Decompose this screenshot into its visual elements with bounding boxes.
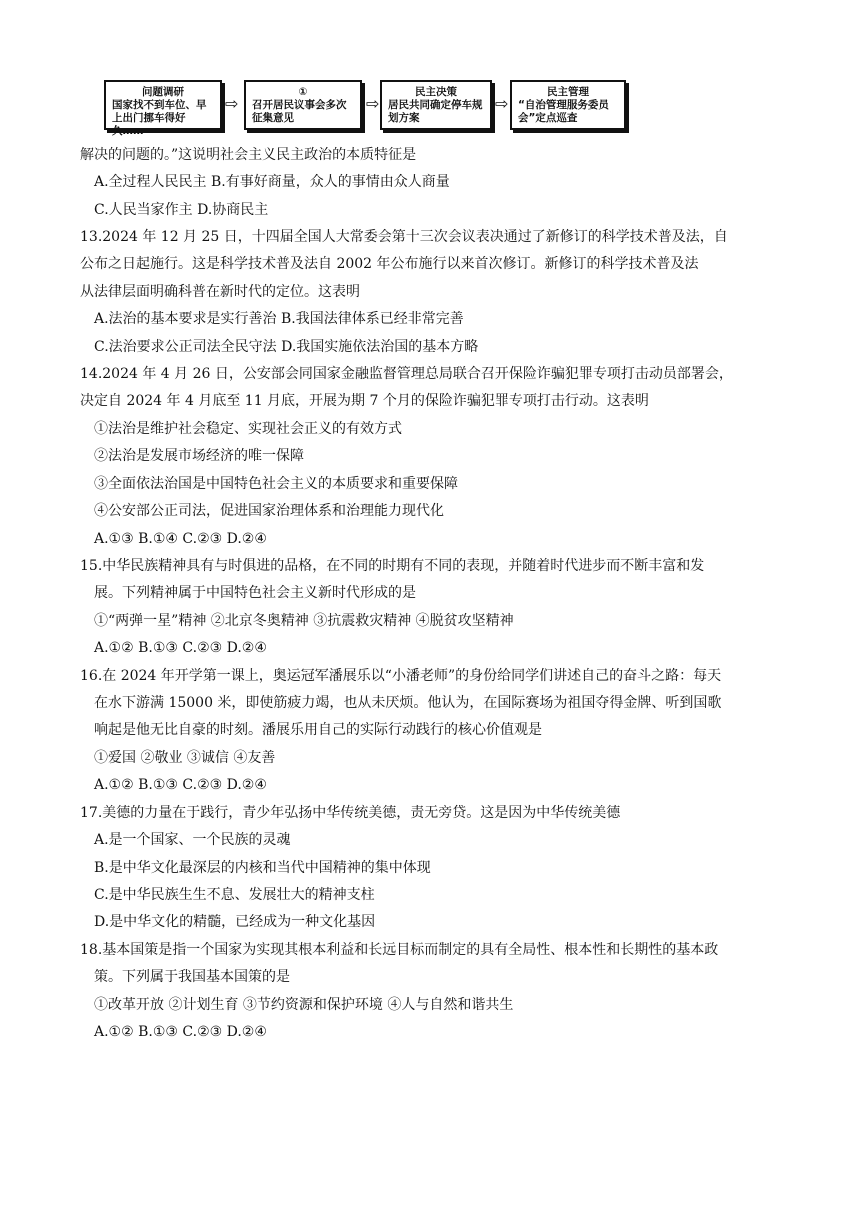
text-line: 14.2024 年 4 月 26 日，公安部会同国家金融监督管理总局联合召开保险诈骗犯罪专项打击动员部署会， bbox=[80, 366, 733, 382]
text-line: 公布之日起施行。这是科学技术普及法自 2002 年公布施行以来首次修订。新修订的科学技术普及法 bbox=[80, 256, 699, 272]
flow-step-title: 问题调研 bbox=[142, 86, 184, 98]
arrow-right-icon: ⇨ bbox=[495, 94, 509, 113]
flow-step-title: 民主管理 bbox=[547, 86, 589, 98]
text-line: 17.美德的力量在于践行，青少年弘扬中华传统美德，责无旁贷。这是因为中华传统美德 bbox=[80, 805, 621, 821]
flow-step-title: 民主决策 bbox=[415, 86, 457, 98]
flow-step-body: 召开居民议事会多次征集意见 bbox=[252, 99, 347, 124]
text-line: ③全面依法治国是中国特色社会主义的本质要求和重要保障 bbox=[94, 476, 458, 492]
text-line: 展。下列精神属于中国特色社会主义新时代形成的是 bbox=[94, 585, 416, 601]
text-line: 解决的问题的。”这说明社会主义民主政治的本质特征是 bbox=[80, 147, 417, 163]
text-line: ④公安部公正司法，促进国家治理体系和治理能力现代化 bbox=[94, 503, 444, 519]
flow-step-research bbox=[104, 80, 222, 137]
text-line: C.法治要求公正司法全民守法 D.我国实施依法治国的基本方略 bbox=[94, 339, 479, 355]
text-line: ①改革开放 ②计划生育 ③节约资源和保护环境 ④人与自然和谐共生 bbox=[94, 997, 514, 1013]
text-line: ①“两弹一星”精神 ②北京冬奥精神 ③抗震救灾精神 ④脱贫攻坚精神 bbox=[94, 613, 514, 629]
text-line: 在水下游满 15000 米，即使筋疲力竭，也从未厌烦。他认为，在国际赛场为祖国夺得金牌、听到国歌 bbox=[94, 695, 722, 711]
flow-step-body: 居民共同确定停车规划方案 bbox=[388, 99, 483, 124]
text-line: ①法治是维护社会稳定、实现社会正义的有效方式 bbox=[94, 421, 402, 437]
text-line: A.①③ B.①④ C.②③ D.②④ bbox=[94, 531, 267, 547]
text-line: C.人民当家作主 D.协商民主 bbox=[94, 202, 269, 218]
arrow-right-icon: ⇨ bbox=[366, 94, 380, 113]
text-line: 从法律层面明确科普在新时代的定位。这表明 bbox=[80, 284, 360, 300]
text-line: A.法治的基本要求是实行善治 B.我国法律体系已经非常完善 bbox=[94, 311, 464, 327]
flow-step-title: ① bbox=[298, 86, 308, 98]
text-line: A.是一个国家、一个民族的灵魂 bbox=[94, 832, 291, 848]
flow-step-body: 国家找不到车位、早上出门挪车得好久…… bbox=[112, 99, 207, 137]
text-line: A.①② B.①③ C.②③ D.②④ bbox=[94, 777, 267, 793]
flow-step-body: “自治管理服务委员会”定点巡查 bbox=[518, 99, 609, 124]
text-line: ②法治是发展市场经济的唯一保障 bbox=[94, 448, 304, 464]
arrow-right-icon: ⇨ bbox=[225, 94, 239, 113]
text-line: 18.基本国策是指一个国家为实现其根本利益和长远目标而制定的具有全局性、根本性和长期性的基本政 bbox=[80, 942, 719, 958]
flow-step-management bbox=[510, 80, 626, 130]
text-line: D.是中华文化的精髓，已经成为一种文化基因 bbox=[94, 914, 376, 930]
text-line: 15.中华民族精神具有与时俱进的品格，在不同的时期有不同的表现，并随着时代进步而不断丰富和发 bbox=[80, 558, 705, 574]
text-line: B.是中华文化最深层的内核和当代中国精神的集中体现 bbox=[94, 860, 431, 876]
flowchart bbox=[104, 76, 634, 138]
text-line: C.是中华民族生生不息、发展壮大的精神支柱 bbox=[94, 887, 375, 903]
text-line: ①爱国 ②敬业 ③诚信 ④友善 bbox=[94, 750, 276, 766]
text-line: 决定自 2024 年 4 月底至 11 月底，开展为期 7 个月的保险诈骗犯罪专项打击行动。这表明 bbox=[80, 393, 649, 409]
text-line: 13.2024 年 12 月 25 日，十四届全国人大常委会第十三次会议表决通过了新修订的科学技术普及法，自 bbox=[80, 229, 728, 245]
text-line: A.①② B.①③ C.②③ D.②④ bbox=[94, 640, 267, 656]
text-line: 策。下列属于我国基本国策的是 bbox=[94, 969, 290, 985]
text-line: 16.在 2024 年开学第一课上，奥运冠军潘展乐以“小潘老师”的身份给同学们讲述自己的奋斗之路：每天 bbox=[80, 668, 722, 684]
flow-step-decision bbox=[380, 80, 492, 130]
text-line: A.①② B.①③ C.②③ D.②④ bbox=[94, 1024, 267, 1040]
text-line: A.全过程人民民主 B.有事好商量，众人的事情由众人商量 bbox=[94, 174, 450, 190]
text-line: 响起是他无比自豪的时刻。潘展乐用自己的实际行动践行的核心价值观是 bbox=[94, 722, 542, 738]
flow-step-blank bbox=[244, 80, 362, 130]
